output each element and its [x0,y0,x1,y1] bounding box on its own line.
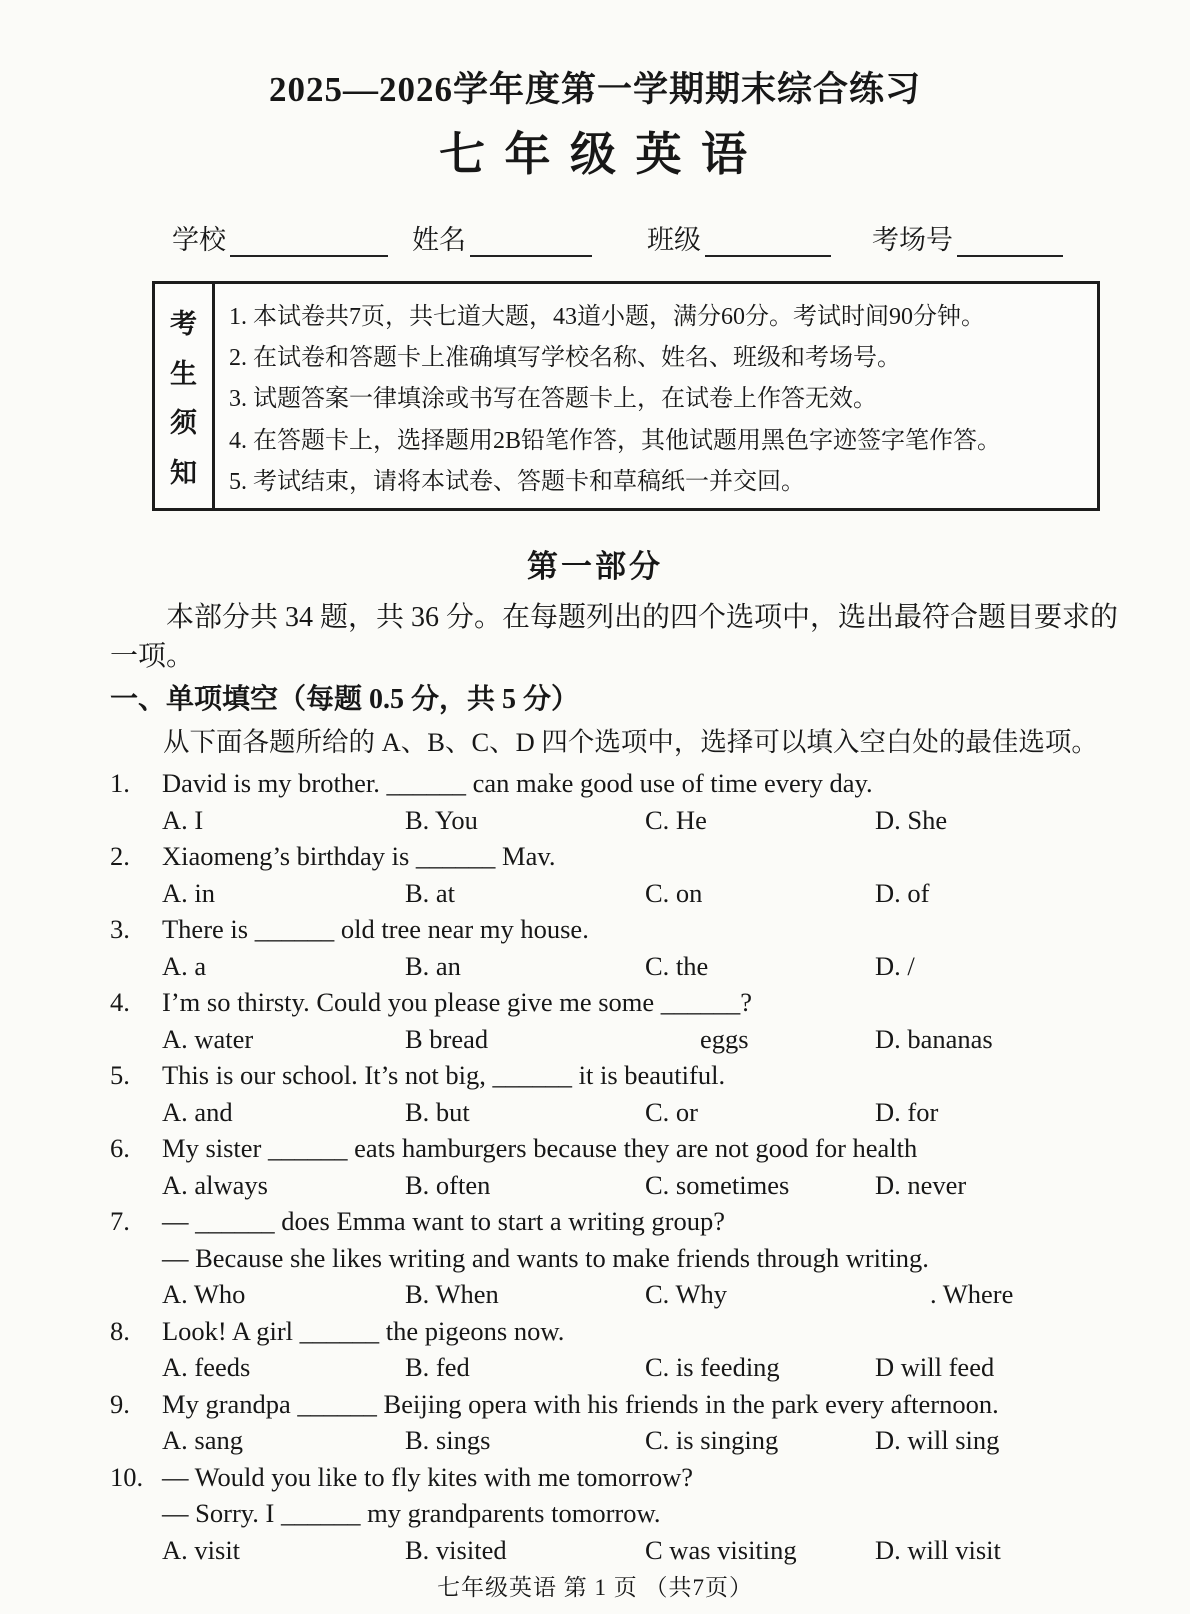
school-field [172,218,412,257]
student-info-row [172,218,1190,257]
question-number: 6. [110,1133,130,1163]
question-number: 7. [110,1206,130,1236]
school-blank-line [230,229,388,257]
question-stem: My grandpa ______ Beijing opera with his friends in the park every afternoon. [162,1388,999,1419]
option-b: B bread [405,1023,489,1054]
option-b: B. but [405,1096,470,1127]
option-c: C. or [645,1096,698,1127]
option-b: B. sings [405,1425,491,1455]
question-4 [110,984,1140,1057]
option-c: C. the [645,950,709,981]
option-c: C. He [645,804,707,835]
option-b: B. You [405,804,478,835]
class-field [647,218,872,257]
option-b: B. When [405,1279,499,1309]
question-7 [110,1203,1140,1313]
option-b: B. fed [405,1352,470,1382]
option-d: D. bananas [875,1023,993,1054]
question-number: 3. [110,914,130,944]
option-a: A. visit [162,1534,241,1565]
option-b: B. an [405,950,461,981]
page-subtitle: 七 年 级 英 语 [439,129,751,180]
option-d: D. of [875,877,930,908]
notice-item: 1. 本试卷共7页，共七道大题，43道小题，满分60分。考试时间90分钟。 [229,304,985,331]
notice-side-char: 生 [170,358,197,389]
notice-side-label [155,284,215,508]
question-2 [110,838,1140,911]
question-number: 2. [110,841,130,871]
class-label: 班级 [647,225,701,255]
question-stem-line2: — Sorry. I ______ my grandparents tomorrow. [162,1498,661,1528]
notice-side-char: 知 [170,457,197,488]
option-c: C. is feeding [645,1352,780,1382]
name-field [412,218,647,257]
name-blank-line [470,229,592,257]
question-number: 9. [110,1388,130,1419]
question-8 [110,1313,1140,1386]
question-list [110,765,1140,1568]
question-6 [110,1130,1140,1203]
option-c: C. Why [645,1279,727,1309]
option-b: B. at [405,877,456,908]
question-stem: I’m so thirsty. Could you please give me some ______? [162,987,753,1017]
question-stem: My sister ______ eats hamburgers because they are not good for health [162,1133,918,1163]
option-d: D. will visit [875,1534,1001,1565]
option-a: A. I [162,804,204,835]
option-c: C was visiting [645,1534,797,1565]
option-a: A. feeds [162,1352,251,1382]
part-one-content [110,598,1140,1568]
notice-item: 2. 在试卷和答题卡上准确填写学校名称、姓名、班级和考场号。 [229,345,901,372]
section-one-heading: 一、单项填空（每题 0.5 分，共 5 分） [110,684,580,715]
question-number: 4. [110,987,130,1017]
notice-item: 3. 试题答案一律填涂或书写在答题卡上，在试卷上作答无效。 [229,386,877,413]
question-5 [110,1057,1140,1130]
question-stem: — Would you like to fly kites with me tomorrow? [162,1461,693,1492]
option-d: D. She [875,804,948,835]
exam-room-blank-line [957,229,1063,257]
question-stem: — ______ does Emma want to start a writing group? [162,1206,726,1236]
option-a: A. a [162,950,207,981]
option-d: D. never [875,1169,967,1200]
part-intro-line-2: 一项。 [110,641,195,672]
notice-item: 5. 考试结束，请将本试卷、答题卡和草稿纸一并交回。 [229,468,805,495]
exam-room-field [872,218,1063,257]
notice-side-char: 须 [170,408,197,439]
question-1 [110,765,1140,838]
page-footer: 七年级英语 第 1 页 （共7页） [437,1575,753,1600]
option-b: B. visited [405,1534,507,1565]
option-b: B. often [405,1169,491,1200]
option-c: C. on [645,877,703,908]
option-a: A. and [162,1096,233,1127]
option-a: A. in [162,877,215,908]
question-stem: David is my brother. ______ can make good use of time every day. [162,768,873,798]
option-a: A. Who [162,1279,246,1309]
part-intro-line-1: 本部分共 34 题，共 36 分。在每题列出的四个选项中，选出最符合题目要求的 [166,602,1119,633]
option-c: C. is singing [645,1425,779,1455]
page-title: 2025—2026学年度第一学期期末综合练习 [268,70,921,109]
option-a: A. sang [162,1425,243,1455]
option-d: D will feed [875,1352,995,1382]
option-c: eggs [700,1023,749,1054]
option-d: . Where [930,1279,1014,1309]
question-number: 8. [110,1315,130,1346]
option-a: A. water [162,1023,254,1054]
option-c: C. sometimes [645,1169,790,1200]
question-stem: There is ______ old tree near my house. [162,914,589,944]
section-one-instruction: 从下面各题所给的 A、B、C、D 四个选项中，选择可以填入空白处的最佳选项。 [163,727,1098,757]
question-stem: Look! A girl ______ the pigeons now. [162,1315,565,1346]
question-number: 5. [110,1060,130,1090]
name-label: 姓名 [412,225,466,255]
part-one-heading: 第一部分 [527,549,663,584]
candidate-notice-box [152,281,1100,511]
notice-items [215,284,1097,508]
class-blank-line [705,229,831,257]
question-stem-line2: — Because she likes writing and wants to make friends through writing. [162,1242,929,1273]
notice-side-char: 考 [170,309,197,340]
question-number: 10. [110,1461,144,1492]
option-d: D. for [875,1096,939,1127]
question-stem: Xiaomeng’s birthday is ______ Mav. [162,841,556,871]
notice-item: 4. 在答题卡上，选择题用2B铅笔作答，其他试题用黑色字迹签字笔作答。 [229,427,1002,454]
school-label: 学校 [172,225,226,255]
option-a: A. always [162,1169,268,1200]
question-3 [110,911,1140,984]
question-9 [110,1386,1140,1459]
option-d: D. will sing [875,1425,1000,1455]
question-10 [110,1459,1140,1569]
question-number: 1. [110,768,130,798]
question-stem: This is our school. It’s not big, ______ it is beautiful. [162,1060,726,1090]
option-d: D. / [875,950,915,981]
exam-room-label: 考场号 [872,225,953,255]
